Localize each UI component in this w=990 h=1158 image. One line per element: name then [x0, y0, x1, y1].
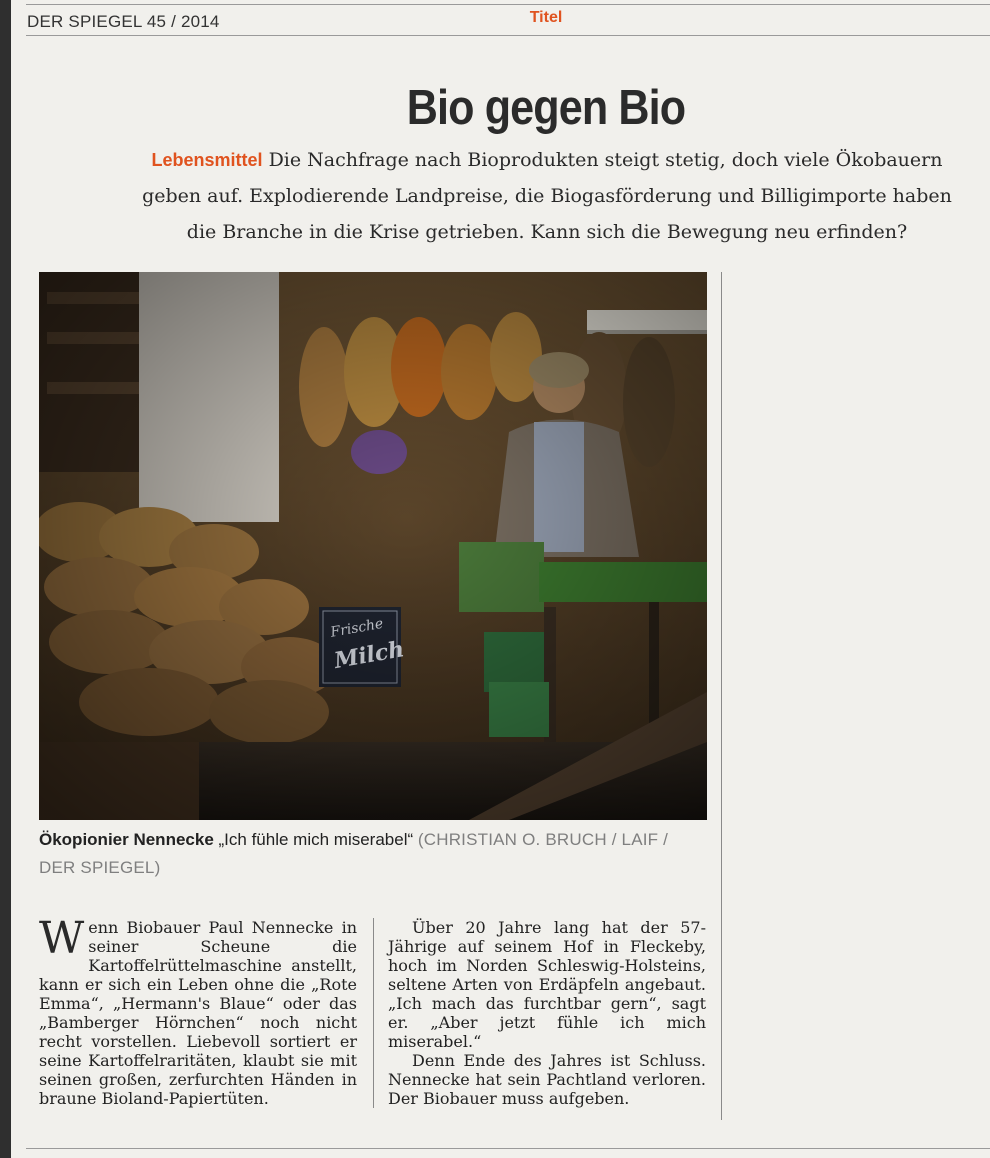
body-text-col1: enn Biobauer Paul Nennecke in seiner Scheune die Kartoffelrüttelmaschine anstellt, kann er sich ein Leben ohne die „Rote Emma“, „Hermann's Blaue“ oder das „Bamberger Hörnchen“ noch nicht recht vorstellen. Liebevoll sortiert er seine Kartoffelraritäten, klaubt sie mit seinen großen, zerfurchten Händen in braune Bioland-Papiertüten.	[39, 918, 357, 1108]
photo-credit: (CHRISTIAN O. BRUCH / LAIF / DER SPIEGEL)	[39, 830, 669, 877]
body-paragraph-1: Über 20 Jahre lang hat der 57-Jährige auf seinem Hof in Fleckeby, hoch im Norden Schleswig-Holsteins, seltene Arten von Erdäpfeln angebaut. „Ich mach das furchtbar gern“, sagt er. „Aber jetzt fühle ich mich miserabel.“	[388, 918, 706, 1051]
article-intro	[142, 142, 952, 250]
dropcap: W	[39, 913, 85, 964]
article-photo	[39, 272, 707, 820]
column-divider-right	[721, 272, 722, 1120]
caption-title: Ökopionier Nennecke	[39, 830, 214, 849]
article-kicker: Lebensmittel	[151, 150, 263, 170]
caption-quote: „Ich fühle mich miserabel“	[218, 830, 414, 849]
page-edge-strip	[0, 0, 11, 1158]
intro-text: Die Nachfrage nach Bioprodukten steigt stetig, doch viele Ökobauern geben auf. Explodierende Landpreise, die Biogasförderung und Billigimporte haben die Branche in die Krise getrieben. Kann sich die Bewegung neu erfinden?	[142, 149, 952, 243]
column-divider-middle	[373, 918, 374, 1108]
header-rule	[26, 35, 990, 36]
body-column-1	[39, 913, 357, 1108]
article-headline: Bio gegen Bio	[406, 81, 686, 135]
top-rule	[26, 4, 990, 5]
body-paragraph-2: Denn Ende des Jahres ist Schluss. Nennecke hat sein Pachtland verloren. Der Biobauer muss aufgeben.	[388, 1051, 706, 1108]
body-column-2	[388, 918, 706, 1108]
section-label: Titel	[529, 9, 563, 26]
bottom-rule	[26, 1148, 990, 1149]
photo-caption	[39, 826, 707, 882]
issue-label: DER SPIEGEL 45 / 2014	[27, 12, 220, 31]
